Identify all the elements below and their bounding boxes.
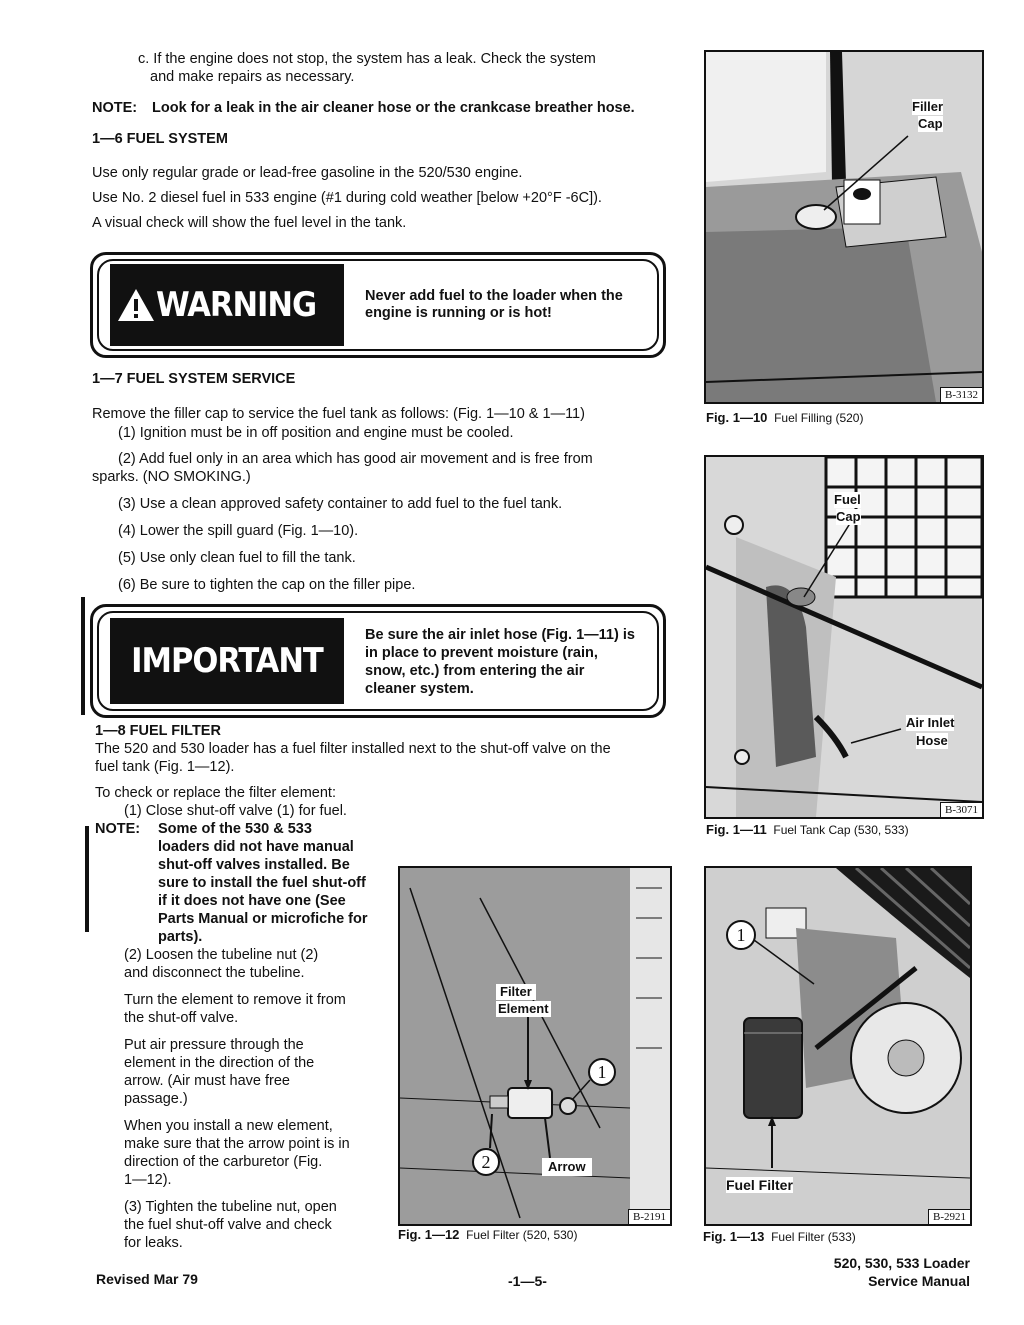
fig12-num: Fig. 1—12 <box>398 1227 460 1242</box>
footer-manual-line1: 520, 530, 533 Loader <box>833 1255 970 1271</box>
step-c-line1: c. If the engine does not stop, the system has a leak. Check the system <box>138 51 596 67</box>
fuel-filter-heading: 1—8 FUEL FILTER <box>95 723 221 739</box>
air-line1: Put air pressure through the <box>124 1037 304 1053</box>
note-change-bar <box>85 826 89 932</box>
important-line2: in place to prevent moisture (rain, <box>365 645 598 661</box>
warning-label: WARNING <box>156 285 317 325</box>
install-line4: 1—12). <box>124 1172 172 1188</box>
install-line1: When you install a new element, <box>124 1118 333 1134</box>
fuel-filter-note-label: NOTE: <box>95 821 141 837</box>
air-line4: passage.) <box>124 1091 188 1107</box>
fig11-fuel-label-2: Cap <box>836 509 861 524</box>
fig10-caption <box>706 410 863 425</box>
fuel-service-step5: (5) Use only clean fuel to fill the tank. <box>118 550 356 566</box>
fuel-service-step2: (2) Add fuel only in an area which has good air movement and is free from <box>118 451 593 467</box>
footer-manual-line2: Service Manual <box>868 1273 970 1289</box>
fuel-system-line1: Use only regular grade or lead-free gasoline in the 520/530 engine. <box>92 165 523 181</box>
step-c-line2: and make repairs as necessary. <box>150 69 355 85</box>
fuel-filter-intro-line1: The 520 and 530 loader has a fuel filter installed next to the shut-off valve on the <box>95 741 611 757</box>
footer-revised: Revised Mar 79 <box>96 1271 198 1287</box>
fuel-filter-check: To check or replace the filter element: <box>95 785 336 801</box>
fuel-service-step4: (4) Lower the spill guard (Fig. 1—10). <box>118 523 359 539</box>
fig11-air-label-2: Hose <box>916 733 948 748</box>
warning-label-box <box>110 264 344 346</box>
fig11-title: Fuel Tank Cap (530, 533) <box>773 823 909 837</box>
fuel-service-step3: (3) Use a clean approved safety container to add fuel to the fuel tank. <box>118 496 563 512</box>
step2-line1: (2) Loosen the tubeline nut (2) <box>124 947 319 963</box>
figure-1-11 <box>704 455 984 819</box>
warning-text-line1: Never add fuel to the loader when the <box>365 288 623 304</box>
important-line1: Be sure the air inlet hose (Fig. 1—11) is <box>365 627 635 643</box>
fig13-filter-label: Fuel Filter <box>726 1177 793 1193</box>
fig12-filter-label-2: Element <box>498 1001 549 1016</box>
fig12-code: B-2191 <box>628 1209 670 1224</box>
important-line3: snow, etc.) from entering the air <box>365 663 585 679</box>
fig12-title: Fuel Filter (520, 530) <box>466 1228 578 1242</box>
note-line5: if it does not have one (See <box>158 893 346 909</box>
fig10-num: Fig. 1—10 <box>706 410 768 425</box>
fig13-num: Fig. 1—13 <box>703 1229 765 1244</box>
fig10-label-line1: Filler <box>912 99 944 114</box>
step3-line3: for leaks. <box>124 1235 183 1251</box>
note-line1: Some of the 530 & 533 <box>158 821 312 837</box>
fig11-air-label-1: Air Inlet <box>906 715 955 730</box>
important-line4: cleaner system. <box>365 681 474 697</box>
change-bar <box>81 597 85 715</box>
note-line4: sure to install the fuel shut-off <box>158 875 366 891</box>
note-line6: Parts Manual or microfiche for <box>158 911 368 927</box>
figure-1-13 <box>704 866 972 1226</box>
air-line3: arrow. (Air must have free <box>124 1073 290 1089</box>
step2-line2: and disconnect the tubeline. <box>124 965 305 981</box>
fig12-arrow-label: Arrow <box>542 1158 592 1176</box>
step3-line2: the fuel shut-off valve and check <box>124 1217 332 1233</box>
fuel-service-step6: (6) Be sure to tighten the cap on the filler pipe. <box>118 577 416 593</box>
fuel-filter-intro-line2: fuel tank (Fig. 1—12). <box>95 759 235 775</box>
fig13-code: B-2921 <box>928 1209 970 1224</box>
page-number: -1—5- <box>508 1273 547 1289</box>
note-text: Look for a leak in the air cleaner hose or the crankcase breather hose. <box>152 100 635 116</box>
figure-1-10 <box>704 50 984 404</box>
turn-line2: the shut-off valve. <box>124 1010 239 1026</box>
fig11-fuel-label-1: Fuel <box>834 492 861 507</box>
fig13-title: Fuel Filter (533) <box>771 1230 856 1244</box>
fig10-code: B-3132 <box>940 387 982 402</box>
note-line3: shut-off valves installed. Be <box>158 857 350 873</box>
fuel-system-line2: Use No. 2 diesel fuel in 533 engine (#1 during cold weather [below +20°F -6C]). <box>92 190 602 206</box>
note-label: NOTE: <box>92 100 138 116</box>
fig12-filter-label-1: Filter <box>496 984 536 1000</box>
fuel-service-intro: Remove the filler cap to service the fuel tank as follows: (Fig. 1—10 & 1—11) <box>92 406 585 422</box>
fuel-service-heading: 1—7 FUEL SYSTEM SERVICE <box>92 371 296 387</box>
fuel-system-heading: 1—6 FUEL SYSTEM <box>92 131 228 147</box>
fig10-title: Fuel Filling (520) <box>774 411 864 425</box>
fuel-filter-520-illustration <box>400 868 670 1224</box>
fuel-service-step1: (1) Ignition must be in off position and engine must be cooled. <box>118 425 514 441</box>
fig10-label-line2: Cap <box>918 116 943 131</box>
warning-text-line2: engine is running or is hot! <box>365 305 552 321</box>
fig11-caption <box>706 822 909 837</box>
install-line2: make sure that the arrow point is in <box>124 1136 350 1152</box>
install-line3: direction of the carburetor (Fig. <box>124 1154 323 1170</box>
important-label: IMPORTANT <box>131 641 323 681</box>
fig11-code: B-3071 <box>940 802 982 817</box>
warning-triangle-icon <box>116 287 156 323</box>
fig13-caption <box>703 1229 856 1244</box>
figure-1-12 <box>398 866 672 1226</box>
fig12-callout-1: 1 <box>588 1058 616 1086</box>
fuel-service-step2-cont: sparks. (NO SMOKING.) <box>92 469 251 485</box>
fuel-system-line3: A visual check will show the fuel level in the tank. <box>92 215 407 231</box>
fig11-num: Fig. 1—11 <box>706 822 767 837</box>
step3-line1: (3) Tighten the tubeline nut, open <box>124 1199 337 1215</box>
important-label-box <box>110 618 344 704</box>
note-line2: loaders did not have manual <box>158 839 354 855</box>
fig13-callout-1: 1 <box>726 920 756 950</box>
fuel-filter-step1: (1) Close shut-off valve (1) for fuel. <box>124 803 347 819</box>
air-line2: element in the direction of the <box>124 1055 315 1071</box>
fig12-callout-2: 2 <box>472 1148 500 1176</box>
fig12-caption <box>398 1227 577 1242</box>
turn-line1: Turn the element to remove it from <box>124 992 346 1008</box>
note-line7: parts). <box>158 929 203 945</box>
